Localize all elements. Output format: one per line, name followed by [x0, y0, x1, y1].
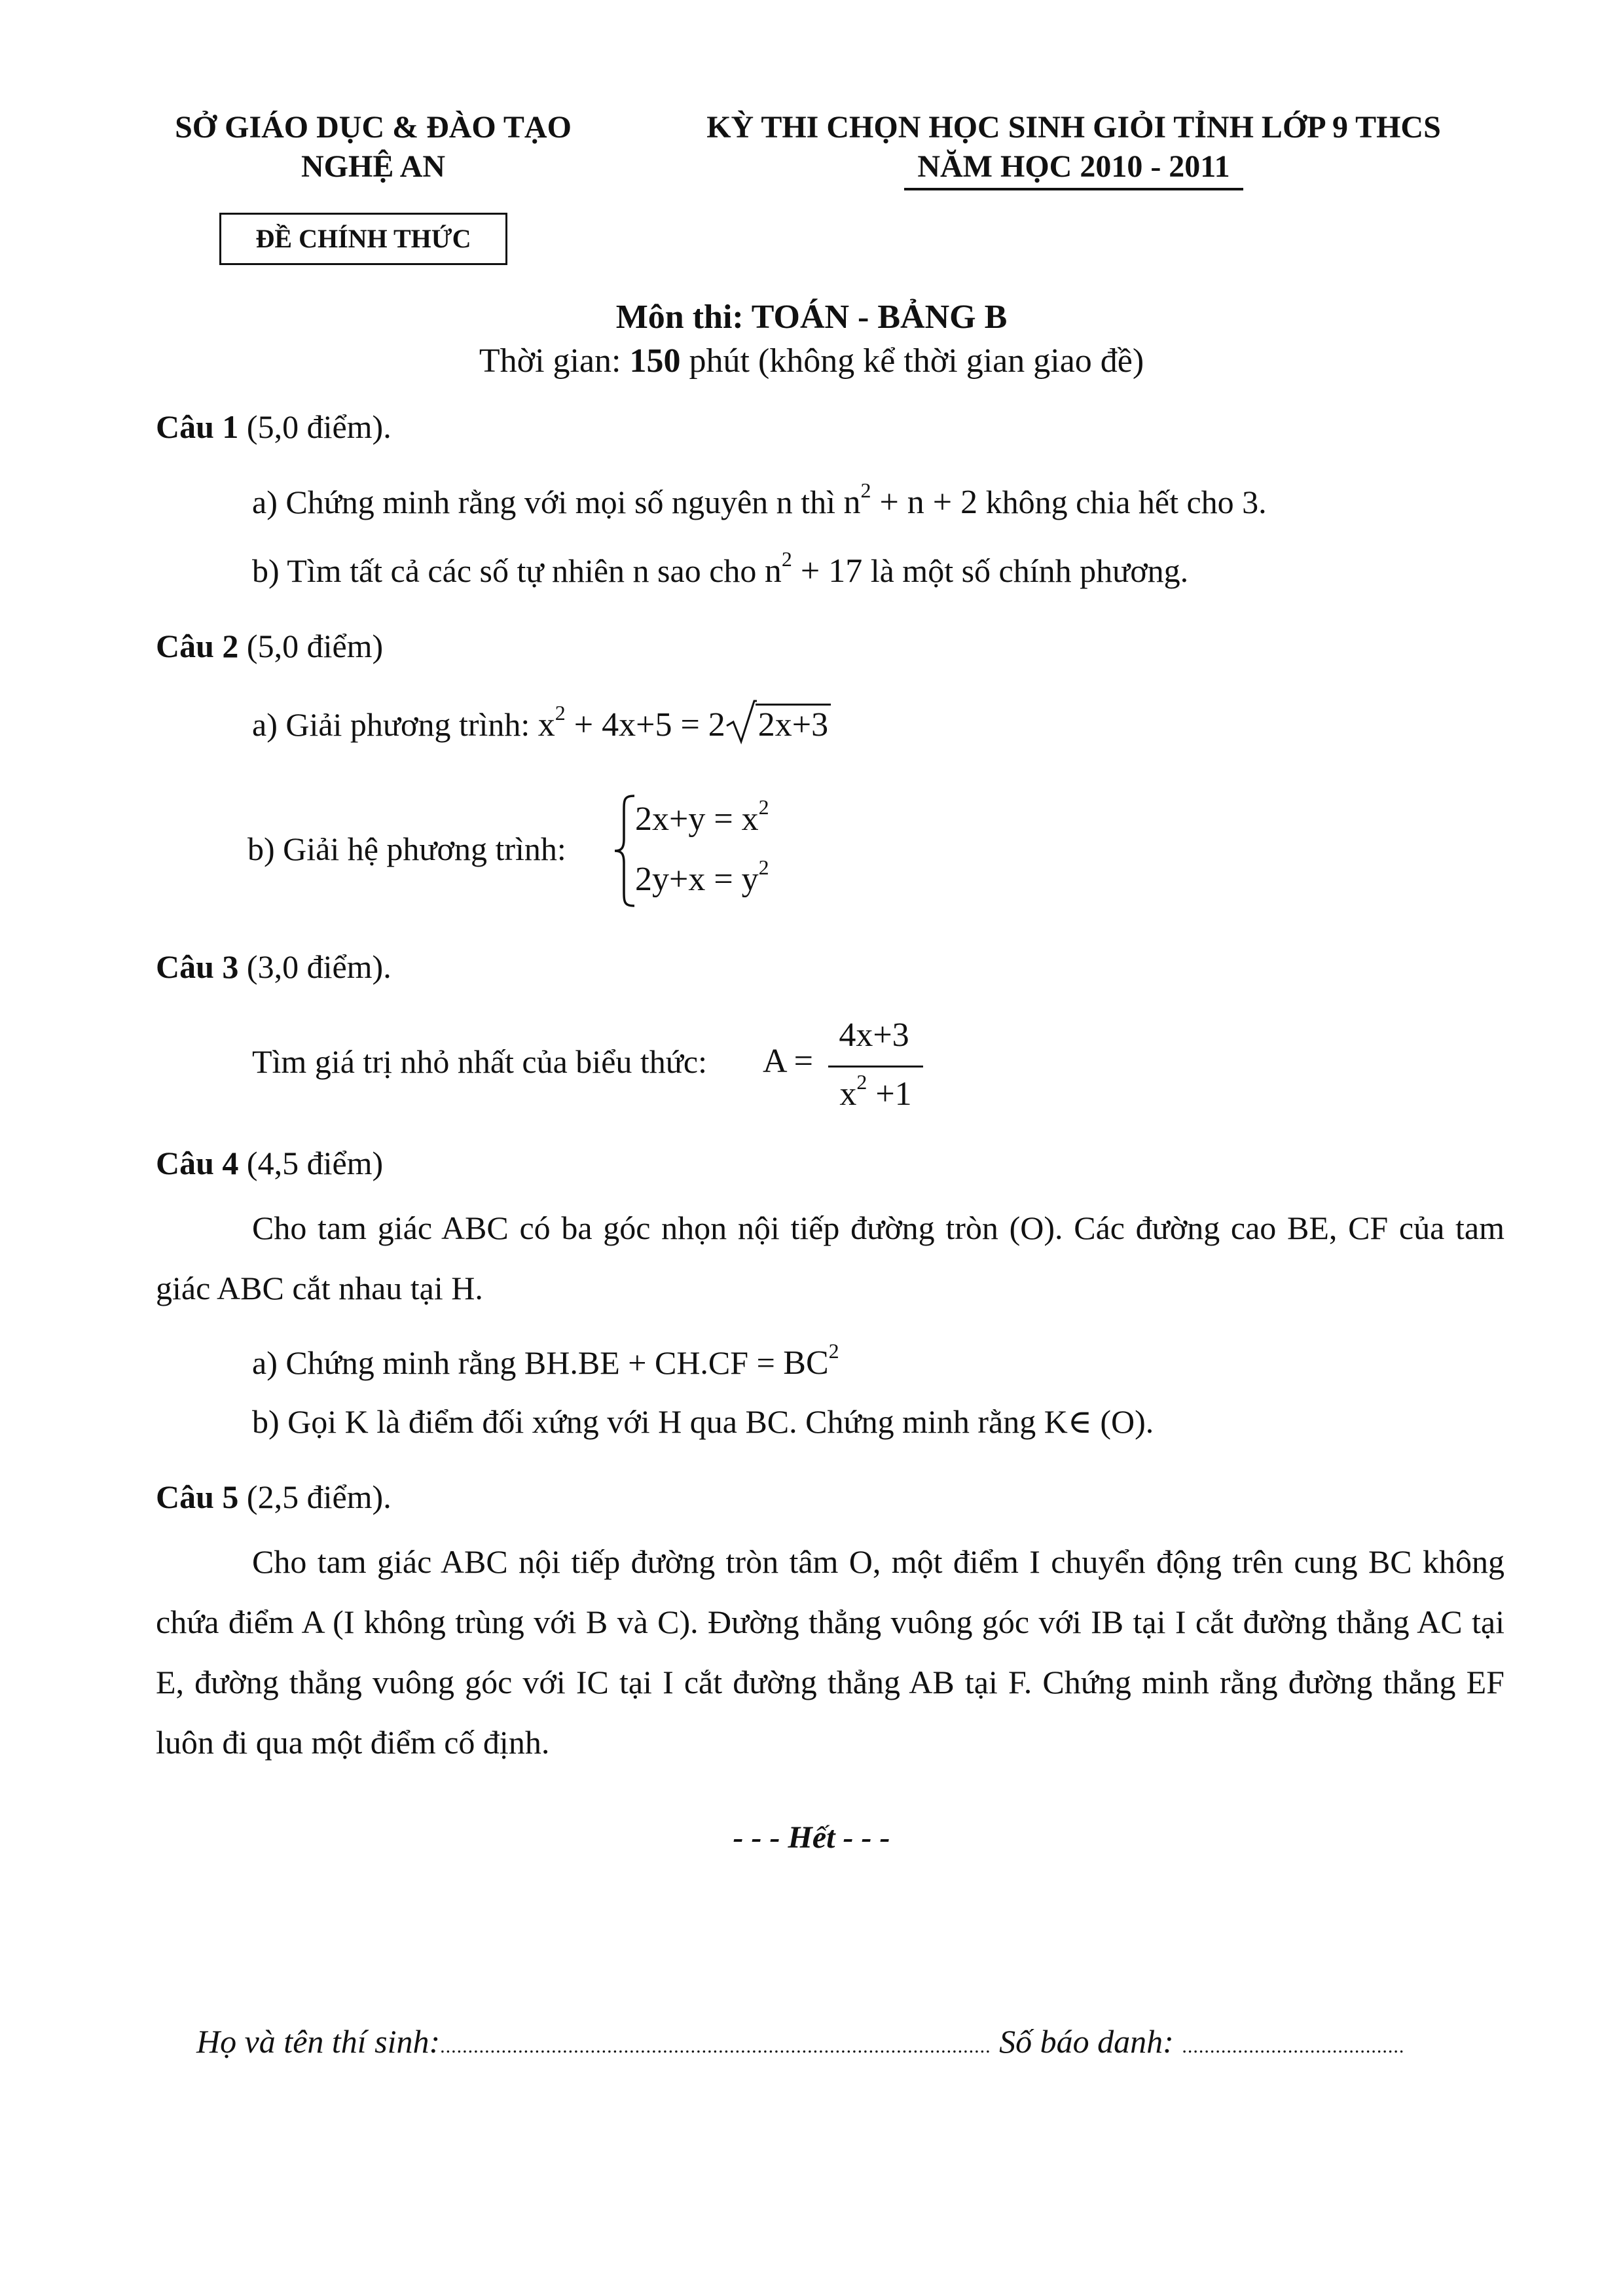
system-equation-2: $2y+x = y^2$: [635, 855, 769, 898]
expression: $BC^2$: [783, 1339, 839, 1382]
question-2-heading: [156, 625, 383, 667]
question-text-tail: là một số chính phương.: [862, 552, 1189, 589]
exam-header: [658, 108, 1489, 190]
time-prefix: Thời gian:: [479, 342, 630, 380]
school-year: NĂM HỌC 2010 - 2011: [904, 147, 1243, 190]
system-brace: [612, 792, 638, 913]
equation: $x^2 + 4x+5 = 2$ 2x+3: [538, 706, 831, 744]
question-text-tail: không chia hết cho 3.: [977, 484, 1267, 520]
question-1-heading: [156, 406, 392, 448]
system-equation-1: $2x+y = x^2$: [635, 795, 769, 838]
question-label: Câu 5: [156, 1479, 239, 1515]
department-name: SỞ GIÁO DỤC & ĐÀO TẠO: [175, 110, 572, 145]
sqrt-symbol: 2x+3: [725, 704, 831, 746]
expression-lhs: A =: [763, 1043, 814, 1080]
time-limit: [0, 342, 1623, 380]
candidate-id-blank: ........................................: [1182, 2036, 1405, 2057]
question-text: a) Giải phương trình:: [252, 706, 538, 743]
candidate-footer: [196, 2022, 1404, 2060]
candidate-name-blank: ...................................................................................................: [440, 2036, 991, 2057]
question-text: a) Chứng minh rằng với mọi số nguyên n thì: [252, 484, 844, 520]
question-text: b) Tìm tất cả các số tự nhiên n sao cho: [252, 552, 765, 589]
candidate-id-label: Số báo danh:: [991, 2023, 1182, 2060]
question-text: a) Chứng minh rằng BH.BE + CH.CF =: [252, 1344, 784, 1381]
question-label: Câu 3: [156, 948, 239, 985]
expression: $n^2 + n + 2$: [843, 478, 978, 521]
question-label: Câu 2: [156, 628, 239, 664]
candidate-name-label: Họ và tên thí sinh:: [196, 2023, 441, 2060]
question-label: Câu 4: [156, 1145, 239, 1181]
question-1a: [252, 478, 1267, 527]
question-2a: [252, 701, 831, 749]
question-3-heading: [156, 946, 392, 988]
question-points: (3,0 điểm).: [238, 948, 392, 985]
exam-title: KỲ THI CHỌN HỌC SINH GIỎI TỈNH LỚP 9 THCS: [706, 110, 1441, 145]
question-label: Câu 1: [156, 408, 239, 445]
subject-title: Môn thi: TOÁN - BẢNG B: [615, 298, 1008, 336]
question-4b: b) Gọi K là điểm đối xứng với H qua BC. Chứng minh rằng K∈ (O).: [252, 1403, 1154, 1440]
time-value: 150: [629, 342, 681, 380]
question-4-heading: [156, 1142, 383, 1184]
question-4a: [252, 1339, 839, 1388]
question-5-text: Cho tam giác ABC nội tiếp đường tròn tâm O, một điểm I chuyển động trên cung BC không chứa điểm A (I không trùng với B và C). Đường thẳng vuông góc với IB tại I cắt đường thẳng AC tại E, đường thẳng vuông góc với IC tại I cắt đường thẳng AB tại F. Chứng minh rằng đường thẳng EF luôn đi qua một điểm cố định.: [156, 1543, 1504, 1761]
question-2b: b) Giải hệ phương trình:: [247, 831, 566, 867]
official-exam-box: ĐỀ CHÍNH THỨC: [219, 213, 507, 265]
end-mark: - - - Hết - - -: [733, 1820, 890, 1855]
question-1b: [252, 547, 1189, 596]
question-points: (2,5 điểm).: [238, 1479, 392, 1515]
question-points: (5,0 điểm).: [238, 408, 392, 445]
question-4-intro: Cho tam giác ABC có ba góc nhọn nội tiếp đường tròn (O). Các đường cao BE, CF của tam giác ABC cắt nhau tại H.: [156, 1210, 1504, 1306]
province-name: NGHỆ AN: [301, 149, 446, 184]
fraction-bar: [828, 1066, 923, 1067]
question-points: (4,5 điểm): [238, 1145, 384, 1181]
fraction-numerator: 4x+3: [839, 1016, 909, 1054]
department-header: [131, 108, 615, 187]
fraction-denominator: $x^2 +1$: [839, 1070, 912, 1113]
expression: $n^2 + 17$: [764, 547, 863, 590]
question-points: (5,0 điểm): [238, 628, 384, 664]
time-suffix: phút (không kể thời gian giao đề): [680, 342, 1144, 380]
question-5-heading: [156, 1476, 392, 1518]
question-3-text: Tìm giá trị nhỏ nhất của biểu thức:: [252, 1043, 707, 1080]
